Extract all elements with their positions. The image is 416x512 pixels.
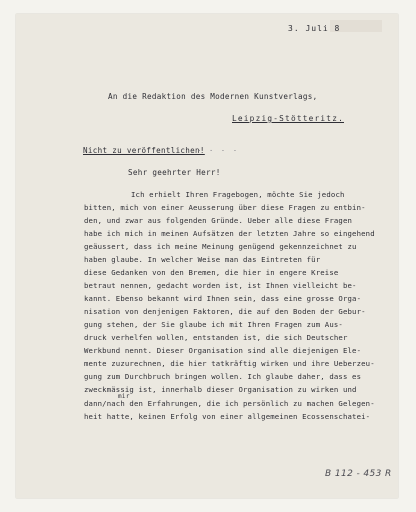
salutation: Sehr geehrter Herr!	[128, 168, 221, 177]
body-line: Werkbund nennt. Dieser Organisation sind alle diejenigen Ele-	[84, 346, 362, 355]
body-line: haben glaube. In welcher Weise man das Eintreten für	[84, 255, 321, 264]
body-line: druck verhelfen wollen, entstanden ist, die sich Deutscher	[84, 333, 348, 342]
body-line: Ich erhielt Ihren Fragebogen, möchte Sie jedoch	[131, 190, 345, 199]
body-line: habe ich mich in meinen Aufsätzen der letzten Jahre so eingehend	[84, 229, 375, 238]
body-line: den, und zwar aus folgenden Gründe. Ueber alle diese Fragen	[84, 216, 353, 225]
letter-date: 3. Juli 8	[288, 24, 341, 33]
body-line: mente zuzurechnen, die hier tatkräftig wirken und ihre Ueberzeu-	[84, 359, 375, 368]
body-line: zweckmässig ist, innerhalb dieser Organisation zu wirken und	[84, 385, 357, 394]
body-line: gung stehen, der Sie glaube ich mit Ihren Fragen zum Aus-	[84, 320, 343, 329]
handwritten-dots: · · · ·	[197, 146, 239, 155]
body-line: geäussert, dass ich meine Meinung genügend gekennzeichnet zu	[84, 242, 357, 251]
body-line: gung zum Durchbruch bringen wollen. Ich glaube daher, dass es	[84, 372, 362, 381]
recipient-line-1: An die Redaktion des Modernen Kunstverlags,	[108, 92, 318, 101]
body-line: diese Gedanken von den Bremen, die hier in engere Kreise	[84, 268, 339, 277]
body-line: heit hatte, keinen Erfolg von einer allgemeinen Ecossenschatei-	[84, 412, 371, 421]
body-line: kannt. Ebenso bekannt wird Ihnen sein, dass eine grosse Orga-	[84, 294, 362, 303]
body-line: bitten, mich von einer Aeusserung über diese Fragen zu entbin-	[84, 203, 366, 212]
body-line: betraut nennen, gedacht worden ist, ist Ihnen vielleicht be-	[84, 281, 357, 290]
not-for-publication-note: Nicht zu veröffentlichen!	[83, 146, 205, 155]
body-line: nisation von denjenigen Faktoren, die auf den Boden der Gebur-	[84, 307, 366, 316]
recipient-line-2: Leipzig-Stötteritz.	[232, 114, 344, 123]
body-line: dann/nach den Erfahrungen, die ich persönlich zu machen Gelegen-	[84, 399, 375, 408]
archive-stamp: B 112 - 453 R	[325, 469, 392, 479]
interlinear-insert: mir	[118, 393, 130, 400]
